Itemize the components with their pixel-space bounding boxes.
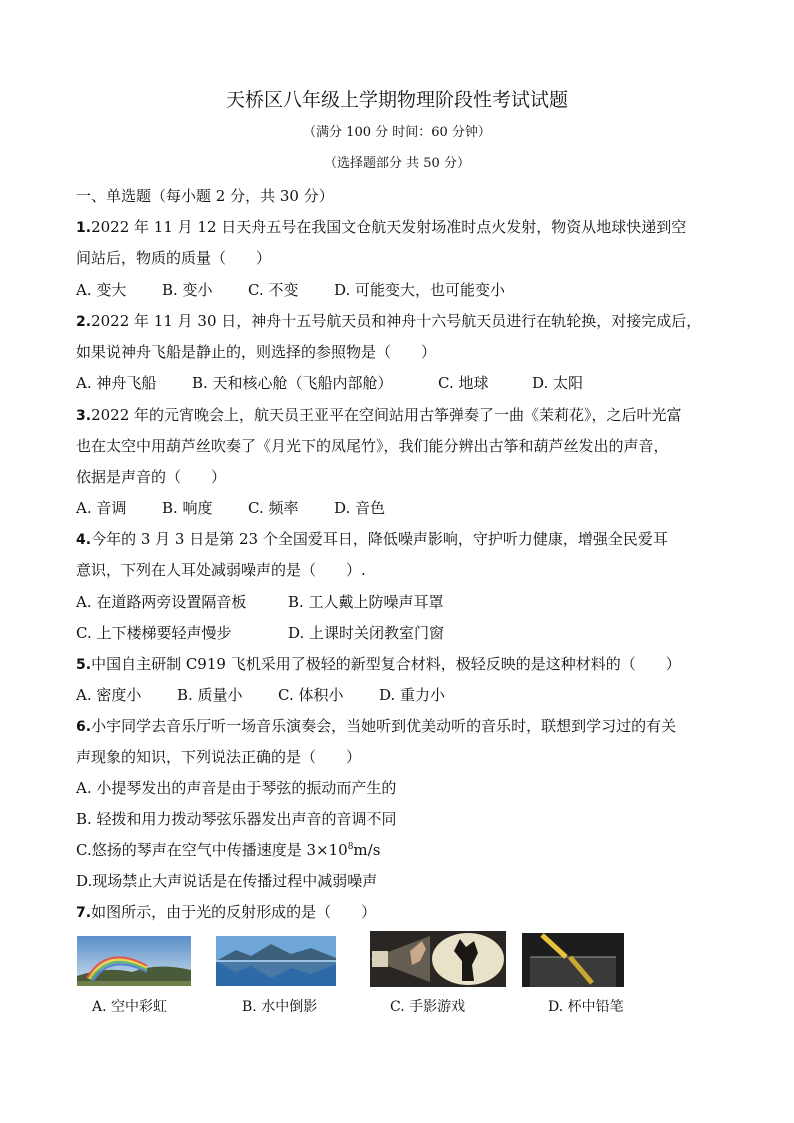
question-3-line-3: 依据是声音的（ ） <box>76 468 227 486</box>
question-6-number: 6. <box>76 719 92 735</box>
question-5-number: 5. <box>76 657 92 673</box>
option-b[interactable]: B. 天和核心舱（飞船内部舱） <box>192 374 393 392</box>
option-d[interactable]: D. 可能变大，也可能变小 <box>334 281 506 299</box>
option-a[interactable]: A. 神舟飞船 <box>76 374 157 392</box>
option-b[interactable]: B. 响度 <box>162 499 213 517</box>
question-3-line-2: 也在太空中用葫芦丝吹奏了《月光下的凤尾竹》，我们能分辨出古筝和葫芦丝发出的声音， <box>76 437 669 455</box>
caption-c[interactable]: C. 手影游戏 <box>390 999 466 1015</box>
question-4-options-row-1 <box>76 592 444 612</box>
option-d[interactable]: D. 音色 <box>334 499 386 517</box>
option-d[interactable]: D. 上课时关闭教室门窗 <box>288 624 445 642</box>
question-3-options <box>76 498 385 518</box>
option-c[interactable]: C. 上下楼梯要轻声慢步 <box>76 624 232 642</box>
question-4-options-row-2 <box>76 623 444 643</box>
section-info: （选择题部分 共 50 分） <box>324 156 470 171</box>
question-5-line-1: 5.中国自主研制 C919 飞机采用了极轻的新型复合材料，极轻反映的是这种材料的（ ） <box>76 655 681 673</box>
rainbow-image <box>77 936 191 986</box>
option-a[interactable]: A. 在道路两旁设置隔音板 <box>76 593 247 611</box>
reflection-image <box>216 936 336 986</box>
question-6-line-2: 声现象的知识，下列说法正确的是（ ） <box>76 748 362 766</box>
question-7-number: 7. <box>76 905 92 921</box>
question-4-line-2: 意识，下列在人耳处减弱噪声的是（ ）. <box>76 561 366 579</box>
question-2-line-1: 2.2022 年 11 月 30 日，神舟十五号航天员和神舟十六号航天员进行在轨轮换，对接完成后， <box>76 312 702 330</box>
hand-shadow-image <box>370 931 506 987</box>
question-3-line-1: 3.2022 年的元宵晚会上，航天员王亚平在空间站用古筝弹奏了一曲《茉莉花》，之后叶光富 <box>76 406 682 424</box>
option-c[interactable]: C. 体积小 <box>278 686 344 704</box>
question-3-number: 3. <box>76 408 92 424</box>
question-1-options <box>76 280 505 300</box>
question-1-line-2: 间站后，物质的质量（ ） <box>76 249 272 267</box>
question-2-options <box>76 373 583 393</box>
option-d[interactable]: D. 太阳 <box>532 374 584 392</box>
question-1-number: 1. <box>76 220 92 236</box>
caption-d[interactable]: D. 杯中铅笔 <box>548 999 624 1015</box>
option-a[interactable]: A. 变大 <box>76 281 127 299</box>
question-2-line-2: 如果说神舟飞船是静止的，则选择的参照物是（ ） <box>76 343 437 361</box>
question-4-number: 4. <box>76 532 92 548</box>
question-6-line-1: 6.小宇同学去音乐厅听一场音乐演奏会，当她听到优美动听的音乐时，联想到学习过的有关 <box>76 717 677 735</box>
exam-score-time: （满分 100 分 时间：60 分钟） <box>303 125 491 140</box>
option-b[interactable]: B. 工人戴上防噪声耳罩 <box>288 593 444 611</box>
question-7-line-1: 7.如图所示，由于光的反射形成的是（ ） <box>76 903 377 921</box>
option-d[interactable]: D. 重力小 <box>379 686 446 704</box>
question-1-line-1: 1.2022 年 11 月 12 日天舟五号在我国文仓航天发射场准时点火发射，物资从地球快递到空 <box>76 218 687 236</box>
question-5-options <box>76 685 445 705</box>
option-a[interactable]: A. 小提琴发出的声音是由于琴弦的振动而产生的 <box>76 779 397 797</box>
question-4-line-1: 4.今年的 3 月 3 日是第 23 个全国爱耳日，降低噪声影响，守护听力健康，增强全民爱耳 <box>76 530 668 548</box>
exponent: 8 <box>347 842 354 852</box>
option-a[interactable]: A. 密度小 <box>76 686 142 704</box>
caption-a[interactable]: A. 空中彩虹 <box>92 999 168 1015</box>
section-heading: 一、单选题（每小题 2 分，共 30 分） <box>76 187 334 205</box>
option-b[interactable]: B. 轻拨和用力拨动琴弦乐器发出声音的音调不同 <box>76 810 397 828</box>
option-c[interactable]: C. 地球 <box>438 374 489 392</box>
option-c[interactable]: C. 频率 <box>248 499 299 517</box>
option-c[interactable]: C.悠扬的琴声在空气中传播速度是 $3\times 10^8m/s$ <box>76 841 381 859</box>
option-d[interactable]: D.现场禁止大声说话是在传播过程中减弱噪声 <box>76 872 378 890</box>
pencil-in-cup-image <box>522 933 624 987</box>
option-a[interactable]: A. 音调 <box>76 499 127 517</box>
caption-b[interactable]: B. 水中倒影 <box>242 999 318 1015</box>
option-b[interactable]: B. 质量小 <box>177 686 243 704</box>
question-2-number: 2. <box>76 314 92 330</box>
exam-title: 天桥区八年级上学期物理阶段性考试试题 <box>225 89 568 111</box>
option-b[interactable]: B. 变小 <box>162 281 213 299</box>
option-c[interactable]: C. 不变 <box>248 281 299 299</box>
